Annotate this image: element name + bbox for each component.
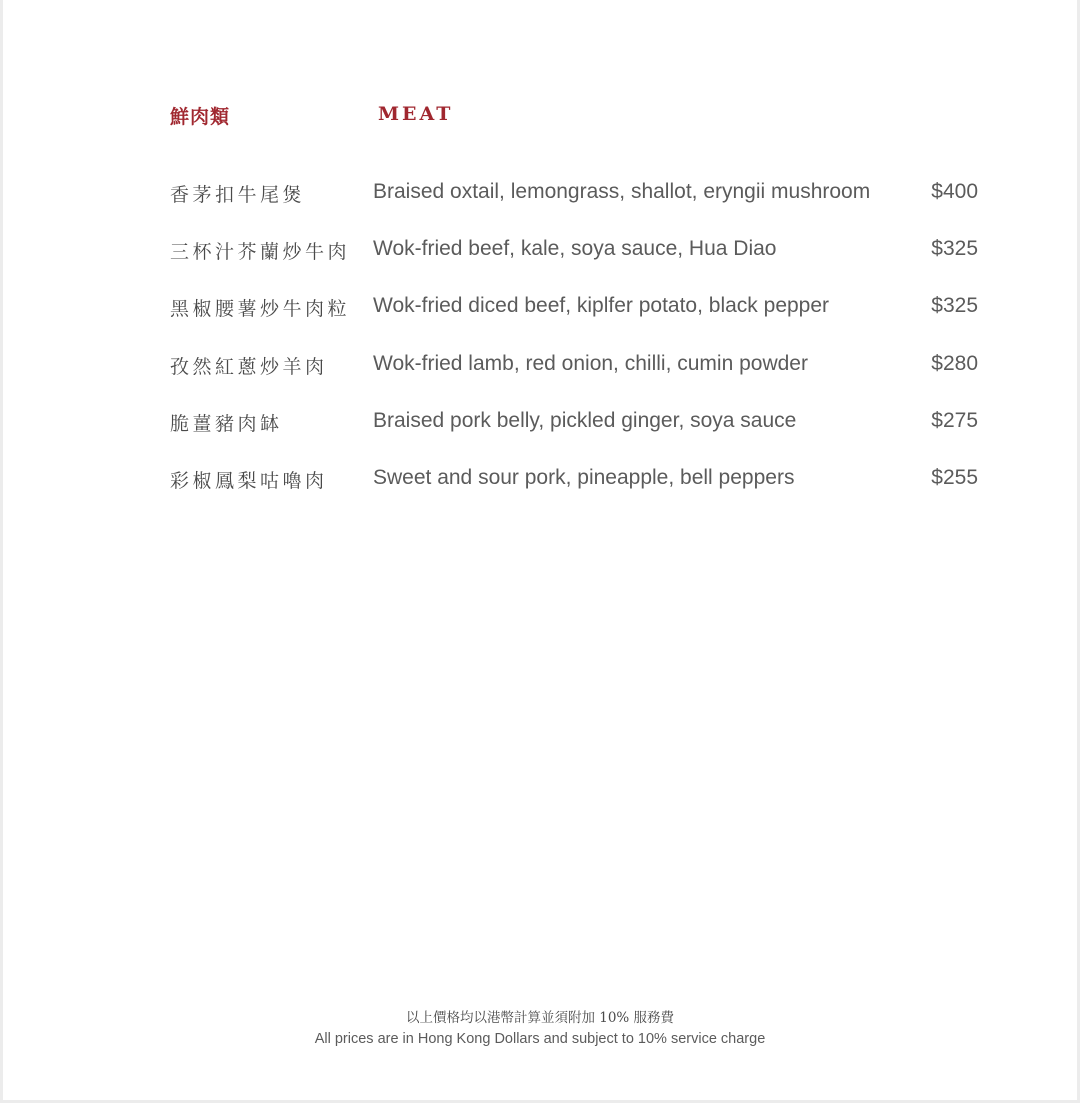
item-price: $275 — [931, 408, 978, 432]
menu-page — [3, 0, 1077, 1100]
item-name-en: Sweet and sour pork, pineapple, bell peppers — [373, 465, 795, 489]
item-price: $325 — [931, 294, 978, 318]
item-name-zh: 香茅扣牛尾煲 — [170, 184, 306, 206]
item-name-en: Wok-fried lamb, red onion, chilli, cumin powder — [373, 351, 808, 375]
menu-item — [3, 405, 1077, 462]
item-name-en: Braised oxtail, lemongrass, shallot, eryngii mushroom — [373, 180, 871, 203]
service-charge-note-en: All prices are in Hong Kong Dollars and subject to 10% service charge — [314, 1031, 766, 1047]
footer-note — [3, 1008, 1077, 1049]
item-name-zh: 三杯汁芥蘭炒牛肉 — [170, 241, 351, 264]
item-name-en: Wok-fried beef, kale, soya sauce, Hua Diao — [373, 237, 777, 261]
menu-item-list — [3, 176, 1077, 519]
item-name-zh: 黑椒腰薯炒牛肉粒 — [170, 298, 351, 321]
section-title-zh: 鮮肉類 — [170, 106, 231, 128]
item-name-zh: 脆薑豬肉缽 — [170, 412, 283, 435]
menu-item — [3, 290, 1077, 347]
item-price: $400 — [931, 180, 978, 203]
menu-item — [3, 348, 1077, 405]
service-charge-note-zh: 以上價格均以港幣計算並須附加 10% 服務費 — [405, 1010, 675, 1026]
menu-item — [3, 462, 1077, 519]
menu-item — [3, 233, 1077, 290]
item-name-en: Wok-fried diced beef, kiplfer potato, black pepper — [373, 294, 830, 318]
item-price: $325 — [931, 237, 978, 261]
item-price: $255 — [931, 465, 978, 489]
item-name-en: Braised pork belly, pickled ginger, soya sauce — [373, 408, 797, 432]
item-name-zh: 孜然紅蔥炒羊肉 — [170, 355, 328, 378]
menu-item — [3, 176, 1077, 233]
item-name-zh: 彩椒鳳梨咕嚕肉 — [170, 469, 328, 492]
item-price: $280 — [931, 351, 978, 375]
section-title-en: MEAT — [378, 103, 454, 125]
